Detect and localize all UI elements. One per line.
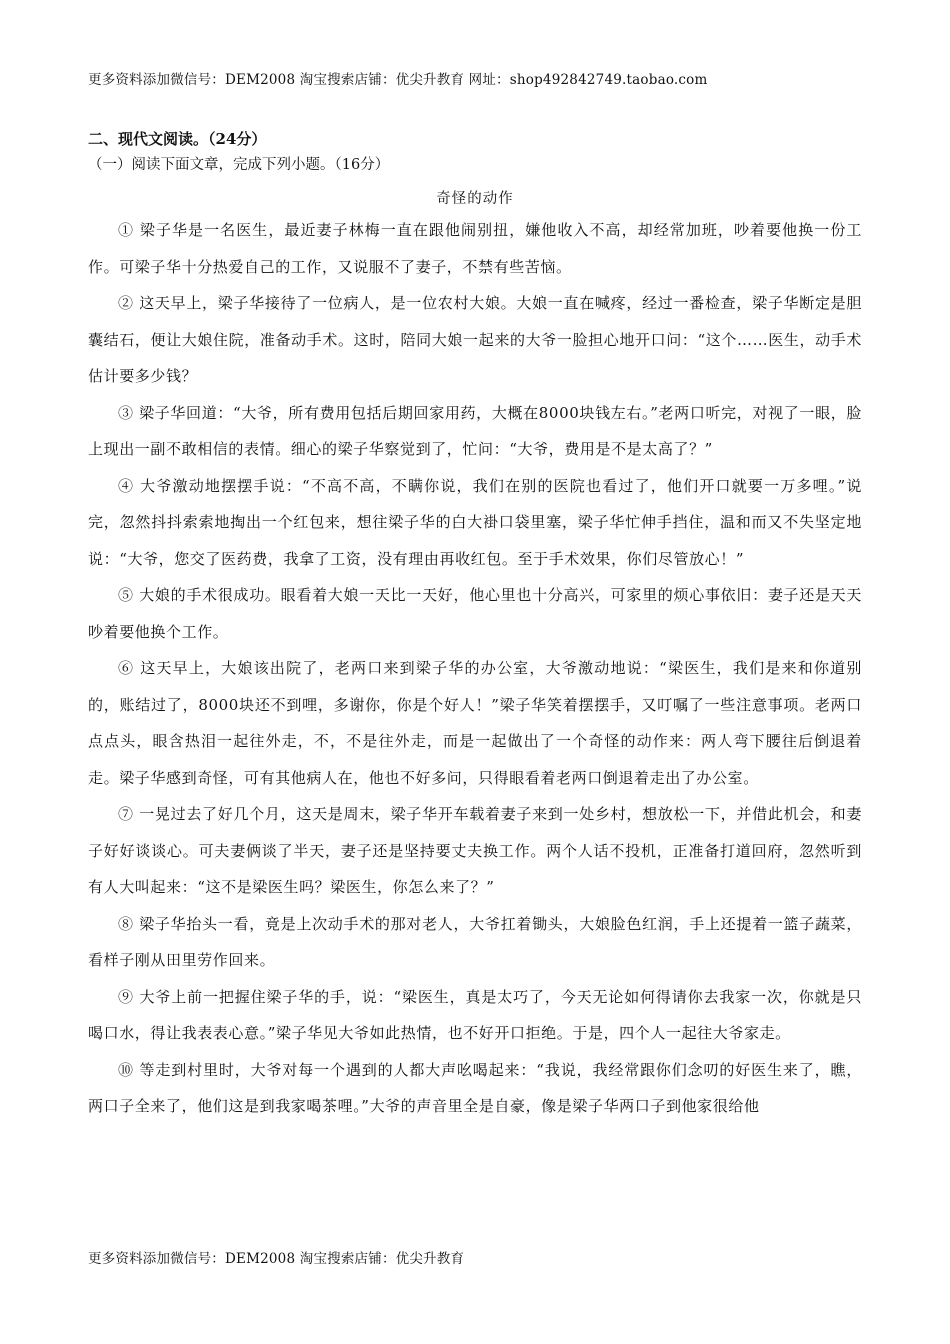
paragraph-8: ⑧ 梁子华抬头一看，竟是上次动手术的那对老人，大爷扛着锄头，大娘脸色红润，手上还提着一篮子蔬菜，看样子刚从田里劳作回来。 [88,914,862,969]
paragraph-9: ⑨ 大爷上前一把握住梁子华的手，说：“梁医生，真是太巧了，今天无论如何得请你去我家一次，你就是只喝口水，得让我表表心意。”梁子华见大爷如此热情，也不好开口拒绝。于是，四个人一起往大爷家走。 [88,987,862,1042]
article-body [88,212,862,1125]
paragraph-6: ⑥ 这天早上，大娘该出院了，老两口来到梁子华的办公室，大爷激动地说：“梁医生，我们是来和你道别的，账结过了，8000块还不到哩，多谢你，你是个好人！”梁子华笑着摆摆手，又叮嘱了一些注意事项。老两口点点头，眼含热泪一起往外走，不，不是往外走，而是一起做出了一个奇怪的动作来：两人弯下腰往后倒退着走。梁子华感到奇怪，可有其他病人在，他也不好多问，只得眼看着老两口倒退着走出了办公室。 [88,659,862,787]
paragraph-10: ⑩ 等走到村里时，大爷对每一个遇到的人都大声吆喝起来：“我说，我经常跟你们念叨的好医生来了，瞧，两口子全来了，他们这是到我家喝茶哩。”大爷的声音里全是自豪，像是梁子华两口子到他家很给他 [88,1060,862,1115]
paragraph-5: ⑤ 大娘的手术很成功。眼看着大娘一天比一天好，他心里也十分高兴，可家里的烦心事依旧：妻子还是天天吵着要他换个工作。 [88,586,862,641]
paragraph-7: ⑦ 一晃过去了好几个月，这天是周末，梁子华开车载着妻子来到一处乡村，想放松一下，并借此机会，和妻子好好谈谈心。可夫妻俩谈了半天，妻子还是坚持要丈夫换工作。两个人话不投机，正准备打道回府，忽然听到有人大叫起来：“这不是梁医生吗？梁医生，你怎么来了？” [88,805,862,896]
header-contact-note: 更多资料添加微信号：DEM2008 淘宝搜索店铺：优尖升教育 网址：shop492842749.taobao.com [88,72,708,88]
paragraph-4: ④ 大爷激动地摆摆手说：“不高不高，不瞒你说，我们在别的医院也看过了，他们开口就要一万多哩。”说完，忽然抖抖索索地掏出一个红包来，想往梁子华的白大褂口袋里塞，梁子华忙伸手挡住，温和而又不失坚定地说：“大爷，您交了医药费，我拿了工资，没有理由再收红包。至于手术效果，你们尽管放心！” [88,476,862,568]
footer-contact-note: 更多资料添加微信号：DEM2008 淘宝搜索店铺：优尖升教育 [88,1251,465,1267]
article-title: 奇怪的动作 [436,191,514,207]
section-title: 二、现代文阅读。（24分） [88,130,267,148]
paragraph-1: ① 梁子华是一名医生，最近妻子林梅一直在跟他闹别扭，嫌他收入不高，却经常加班，吵着要他换一份工作。可梁子华十分热爱自己的工作，又说服不了妻子，不禁有些苦恼。 [88,221,862,276]
section-subtitle: （一）阅读下面文章，完成下列小题。（16分） [88,157,390,173]
paragraph-3: ③ 梁子华回道：“大爷，所有费用包括后期回家用药，大概在8000块钱左右。”老两口听完，对视了一眼，脸上现出一副不敢相信的表情。细心的梁子华察觉到了，忙问：“大爷，费用是不是太高了？” [88,403,862,458]
paragraph-2: ② 这天早上，梁子华接待了一位病人，是一位农村大娘。大娘一直在喊疼，经过一番检查，梁子华断定是胆囊结石，便让大娘住院，准备动手术。这时，陪同大娘一起来的大爷一脸担心地开口问：“这个……医生，动手术估计要多少钱？ [88,294,862,385]
